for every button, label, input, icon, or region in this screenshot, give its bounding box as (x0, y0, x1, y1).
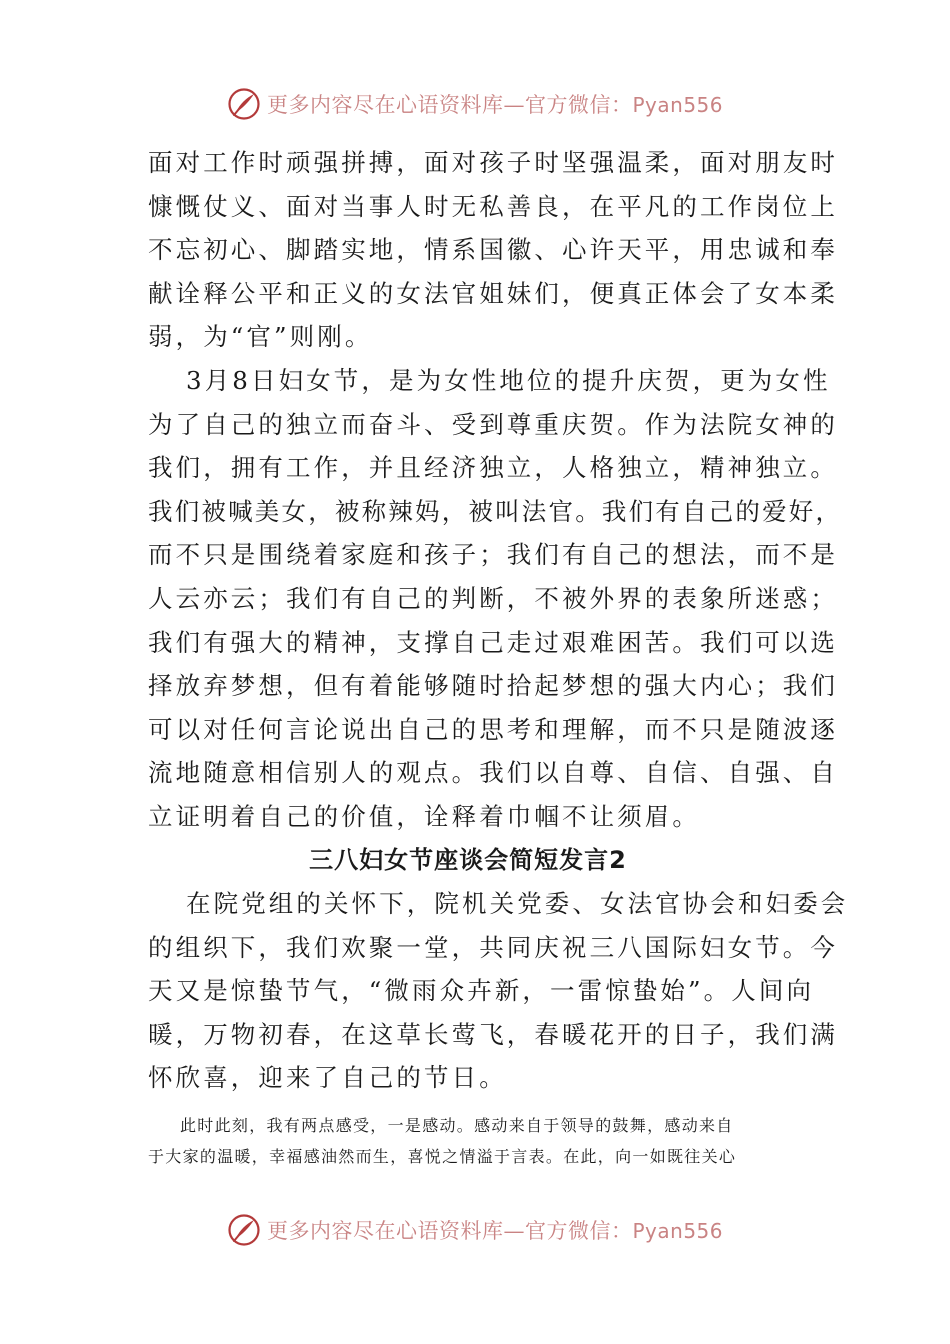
text-line: 立证明着自己的价值，诠释着巾帼不让须眉。 (148, 801, 700, 831)
text-line: 弱，为“官”则刚。 (148, 322, 373, 352)
banner-brand: Pyan556 (632, 1219, 723, 1243)
header-banner (0, 84, 950, 124)
text-line: 慷慨仗义、面对当事人时无私善良，在平凡的工作岗位上 (148, 191, 838, 221)
text-line: 流地随意相信别人的观点。我们以自尊、自信、自强、自 (148, 758, 838, 788)
text-line: 可以对任何言论说出自己的思考和理解，而不只是随波逐 (148, 714, 838, 744)
paragraph-3 (148, 882, 849, 1100)
text-line: 此时此刻，我有两点感受，一是感动。感动来自于领导的鼓舞，感动来自 (180, 1116, 734, 1135)
banner-text: 更多内容尽在心语资料库—官方微信：Pyan556 (266, 1219, 723, 1243)
text-line: 择放弃梦想，但有着能够随时拾起梦想的强大内心；我们 (148, 671, 838, 701)
banner-brand: Pyan556 (632, 93, 723, 117)
text-line: 天又是惊蛰节气，“微雨众卉新，一雷惊蛰始”。人间向 (148, 976, 815, 1006)
section-heading: 三八妇女节座谈会简短发言2 (309, 845, 627, 874)
banner-text: 更多内容尽在心语资料库—官方微信：Pyan556 (266, 93, 723, 117)
text-line: 3月8日妇女节，是为女性地位的提升庆贺，更为女性 (186, 365, 831, 395)
document-body (148, 141, 849, 1100)
text-line: 不忘初心、脚踏实地，情系国徽、心许天平，用忠诚和奉 (148, 235, 838, 265)
footer-banner (0, 1210, 950, 1250)
quill-logo-icon (227, 1213, 261, 1247)
paragraph-1 (148, 141, 838, 359)
text-line: 的组织下，我们欢聚一堂，共同庆祝三八国际妇女节。今 (148, 932, 838, 962)
text-line: 献诠释公平和正义的女法官姐妹们，便真正体会了女本柔 (148, 278, 838, 308)
paragraph-4 (148, 1110, 798, 1172)
paragraph-2 (148, 359, 843, 839)
text-line: 而不只是围绕着家庭和孩子；我们有自己的想法，而不是 (148, 540, 838, 570)
quill-logo-icon (227, 87, 261, 121)
text-line: 面对工作时顽强拼搏，面对孩子时坚强温柔，面对朋友时 (148, 148, 838, 177)
text-line: 在院党组的关怀下，院机关党委、女法官协会和妇委会 (186, 889, 849, 919)
text-line: 我们有强大的精神，支撑自己走过艰难困苦。我们可以选 (148, 627, 838, 657)
text-line: 于大家的温暖，幸福感油然而生，喜悦之情溢于言表。在此，向一如既往关心 (148, 1147, 737, 1166)
text-line: 为了自己的独立而奋斗、受到尊重庆贺。作为法院女神的 (148, 409, 838, 439)
text-line: 我们被喊美女，被称辣妈，被叫法官。我们有自己的爱好， (148, 496, 843, 526)
text-line: 我们，拥有工作，并且经济独立，人格独立，精神独立。 (148, 453, 838, 483)
text-line: 暖，万物初春，在这草长莺飞，春暖花开的日子，我们满 (148, 1019, 838, 1049)
text-line: 人云亦云；我们有自己的判断，不被外界的表象所迷惑； (148, 583, 838, 613)
text-line: 怀欣喜，迎来了自己的节日。 (148, 1063, 507, 1093)
